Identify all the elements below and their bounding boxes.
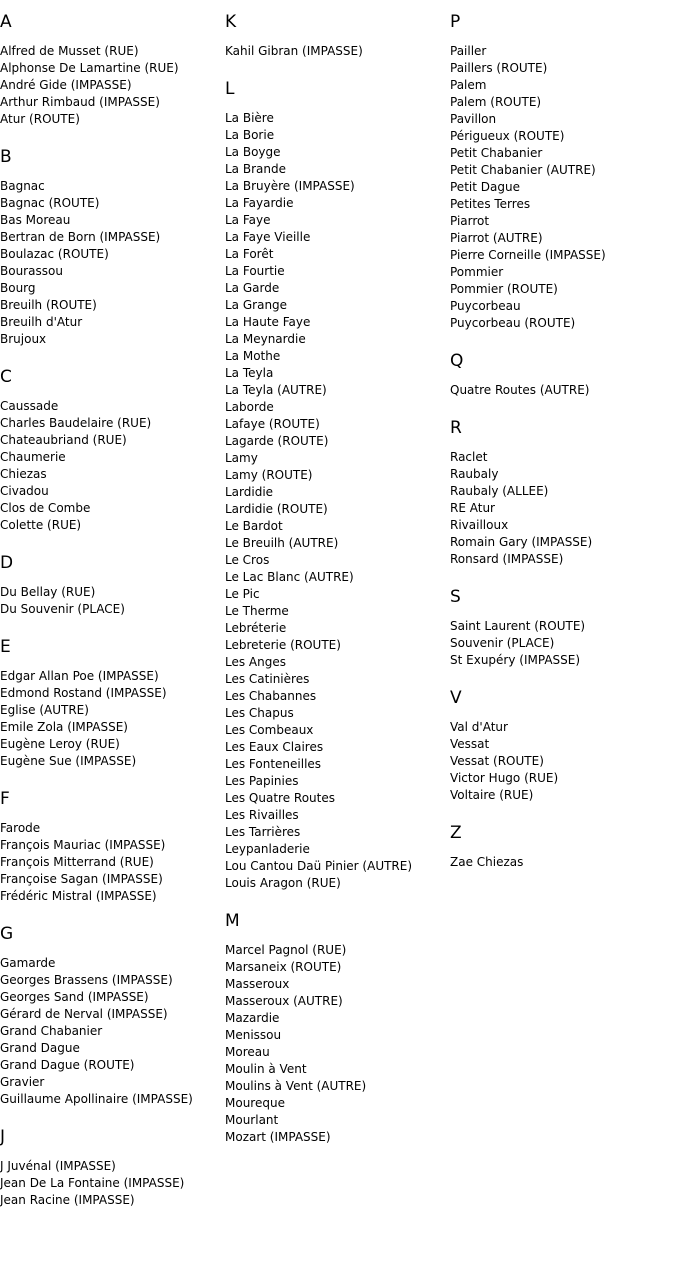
street-link[interactable]: Arthur Rimbaud (IMPASSE) — [0, 95, 160, 109]
street-link[interactable]: St Exupéry (IMPASSE) — [450, 653, 581, 667]
letter-group-d — [0, 553, 222, 618]
street-link[interactable]: La Bruyère (IMPASSE) — [225, 179, 355, 193]
letter-group-v — [450, 688, 672, 804]
letter-group-z — [450, 823, 672, 871]
street-list — [225, 942, 447, 1146]
letter-heading: F — [0, 789, 10, 809]
street-index-column — [0, 0, 222, 1228]
letter-group-f — [0, 789, 222, 905]
letter-group-q — [450, 351, 672, 399]
letter-group-b — [0, 147, 222, 348]
street-list — [0, 584, 222, 618]
street-link[interactable]: Laborde — [225, 400, 274, 414]
street-link[interactable]: Petit Chabanier (AUTRE) — [450, 163, 596, 177]
street-list — [450, 719, 672, 804]
street-link[interactable]: Le Lac Blanc (AUTRE) — [225, 570, 354, 584]
letter-heading: V — [450, 688, 462, 708]
street-link[interactable]: Bertran de Born (IMPASSE) — [0, 230, 161, 244]
street-link[interactable]: Ronsard (IMPASSE) — [450, 552, 564, 566]
street-link[interactable]: Chaumerie — [0, 450, 66, 464]
street-link[interactable]: Colette (RUE) — [0, 518, 82, 532]
street-link[interactable]: Palem — [450, 78, 487, 92]
street-link[interactable]: Le Bardot — [225, 519, 283, 533]
street-link[interactable]: La Teyla — [225, 366, 274, 380]
street-list — [0, 1158, 222, 1209]
letter-group-k — [225, 12, 447, 60]
street-link[interactable]: Chateaubriand (RUE) — [0, 433, 127, 447]
street-link[interactable]: Kahil Gibran (IMPASSE) — [225, 44, 363, 58]
street-list — [450, 854, 672, 871]
street-link[interactable]: Bagnac — [0, 179, 45, 193]
street-link[interactable]: Moulins à Vent (AUTRE) — [225, 1079, 367, 1093]
street-link[interactable]: La Forêt — [225, 247, 274, 261]
street-link[interactable]: Alphonse De Lamartine (RUE) — [0, 61, 179, 75]
street-link[interactable]: Piarrot (AUTRE) — [450, 231, 543, 245]
street-link[interactable]: Gérard de Nerval (IMPASSE) — [0, 1007, 168, 1021]
street-link[interactable]: Françoise Sagan (IMPASSE) — [0, 872, 163, 886]
street-link[interactable]: Lagarde (ROUTE) — [225, 434, 329, 448]
street-link[interactable]: François Mitterrand (RUE) — [0, 855, 154, 869]
street-link[interactable]: Alfred de Musset (RUE) — [0, 44, 139, 58]
letter-group-r — [450, 418, 672, 568]
street-link[interactable]: Pommier — [450, 265, 504, 279]
street-list — [225, 110, 447, 892]
street-link[interactable]: Bas Moreau — [0, 213, 71, 227]
street-list — [0, 398, 222, 534]
letter-heading: S — [450, 587, 461, 607]
street-index-column — [225, 0, 447, 1165]
street-link[interactable]: Edgar Allan Poe (IMPASSE) — [0, 669, 159, 683]
street-link[interactable]: Eglise (AUTRE) — [0, 703, 89, 717]
street-link[interactable]: Pailler — [450, 44, 487, 58]
street-link[interactable]: Menissou — [225, 1028, 282, 1042]
street-link[interactable]: Guillaume Apollinaire (IMPASSE) — [0, 1092, 193, 1106]
street-link[interactable]: Atur (ROUTE) — [0, 112, 80, 126]
street-link[interactable]: Rivailloux — [450, 518, 509, 532]
street-list — [0, 955, 222, 1108]
street-list — [450, 382, 672, 399]
street-link[interactable]: Voltaire (RUE) — [450, 788, 534, 802]
letter-group-l — [225, 79, 447, 892]
street-link[interactable]: Le Pic — [225, 587, 260, 601]
street-link[interactable]: Clos de Combe — [0, 501, 91, 515]
letter-heading: R — [450, 418, 462, 438]
street-link[interactable]: Lou Cantou Daü Pinier (AUTRE) — [225, 859, 413, 873]
street-link[interactable]: Lardidie — [225, 485, 274, 499]
street-link[interactable]: La Boyge — [225, 145, 281, 159]
street-list — [0, 178, 222, 348]
street-link[interactable]: La Faye — [225, 213, 271, 227]
letter-heading: G — [0, 924, 14, 944]
street-link[interactable]: Farode — [0, 821, 41, 835]
street-link[interactable]: La Bière — [225, 111, 274, 125]
street-link[interactable]: André Gide (IMPASSE) — [0, 78, 132, 92]
street-link[interactable]: Pierre Corneille (IMPASSE) — [450, 248, 606, 262]
street-link[interactable]: J Juvénal (IMPASSE) — [0, 1159, 116, 1173]
street-list — [450, 618, 672, 669]
street-link[interactable]: Le Therme — [225, 604, 289, 618]
letter-group-c — [0, 367, 222, 534]
letter-heading: J — [0, 1127, 6, 1147]
street-link[interactable]: Lardidie (ROUTE) — [225, 502, 328, 516]
street-link[interactable]: Mozart (IMPASSE) — [225, 1130, 331, 1144]
street-link[interactable]: Lamy — [225, 451, 258, 465]
letter-heading: C — [0, 367, 12, 387]
street-list — [450, 449, 672, 568]
letter-heading: E — [0, 637, 11, 657]
street-link[interactable]: Georges Sand (IMPASSE) — [0, 990, 149, 1004]
street-link[interactable]: Charles Baudelaire (RUE) — [0, 416, 152, 430]
letter-heading: K — [225, 12, 237, 32]
street-link[interactable]: Frédéric Mistral (IMPASSE) — [0, 889, 157, 903]
street-link[interactable]: Petit Dague — [450, 180, 520, 194]
street-link[interactable]: Grand Dague — [0, 1041, 80, 1055]
street-link[interactable]: Marsaneix (ROUTE) — [225, 960, 342, 974]
street-link[interactable]: La Brande — [225, 162, 286, 176]
street-link[interactable]: Caussade — [0, 399, 59, 413]
street-link[interactable]: Palem (ROUTE) — [450, 95, 542, 109]
street-link[interactable]: Le Cros — [225, 553, 270, 567]
street-link[interactable]: Jean Racine (IMPASSE) — [0, 1193, 135, 1207]
street-link[interactable]: Masseroux — [225, 977, 290, 991]
letter-group-e — [0, 637, 222, 770]
street-link[interactable]: Souvenir (PLACE) — [450, 636, 555, 650]
street-link[interactable]: RE Atur — [450, 501, 495, 515]
letter-group-m — [225, 911, 447, 1146]
street-list — [0, 820, 222, 905]
street-link[interactable]: Vessat — [450, 737, 490, 751]
street-link[interactable]: Moureque — [225, 1096, 285, 1110]
street-link[interactable]: Victor Hugo (RUE) — [450, 771, 559, 785]
street-link[interactable]: Moulin à Vent — [225, 1062, 307, 1076]
street-list — [450, 43, 672, 332]
street-link[interactable]: Les Combeaux — [225, 723, 314, 737]
street-link[interactable]: Marcel Pagnol (RUE) — [225, 943, 347, 957]
street-link[interactable]: Vessat (ROUTE) — [450, 754, 544, 768]
street-link[interactable]: Les Anges — [225, 655, 286, 669]
street-link[interactable]: Les Rivailles — [225, 808, 299, 822]
street-link[interactable]: Quatre Routes (AUTRE) — [450, 383, 590, 397]
street-link[interactable]: François Mauriac (IMPASSE) — [0, 838, 166, 852]
street-link[interactable]: Puycorbeau (ROUTE) — [450, 316, 576, 330]
street-link[interactable]: La Borie — [225, 128, 275, 142]
street-link[interactable]: Lebréterie — [225, 621, 287, 635]
street-link[interactable]: Bourassou — [0, 264, 63, 278]
street-link[interactable]: La Fayardie — [225, 196, 294, 210]
street-list — [0, 668, 222, 770]
street-link[interactable]: Les Fonteneilles — [225, 757, 322, 771]
street-link[interactable]: Lebreterie (ROUTE) — [225, 638, 341, 652]
street-link[interactable]: Masseroux (AUTRE) — [225, 994, 343, 1008]
street-link[interactable]: Brujoux — [0, 332, 47, 346]
street-link[interactable]: Petit Chabanier — [450, 146, 543, 160]
street-link[interactable]: La Teyla (AUTRE) — [225, 383, 327, 397]
street-link[interactable]: Les Eaux Claires — [225, 740, 324, 754]
street-link[interactable]: Lafaye (ROUTE) — [225, 417, 320, 431]
letter-group-s — [450, 587, 672, 669]
letter-heading: A — [0, 12, 12, 32]
street-link[interactable]: Les Catinières — [225, 672, 310, 686]
letter-group-a — [0, 12, 222, 128]
street-link[interactable]: Leypanladerie — [225, 842, 310, 856]
letter-heading: B — [0, 147, 12, 167]
street-link[interactable]: Les Quatre Routes — [225, 791, 335, 805]
street-link[interactable]: La Fourtie — [225, 264, 285, 278]
letter-group-p — [450, 12, 672, 332]
street-link[interactable]: Grand Chabanier — [0, 1024, 103, 1038]
street-link[interactable]: Lamy (ROUTE) — [225, 468, 313, 482]
street-link[interactable]: Gravier — [0, 1075, 45, 1089]
street-link[interactable]: Les Papinies — [225, 774, 299, 788]
street-index-column — [450, 0, 672, 890]
street-link[interactable]: Paillers (ROUTE) — [450, 61, 548, 75]
street-link[interactable]: Val d'Atur — [450, 720, 508, 734]
street-link[interactable]: Raubaly — [450, 467, 499, 481]
street-link[interactable]: La Meynardie — [225, 332, 306, 346]
street-link[interactable]: Breuilh (ROUTE) — [0, 298, 97, 312]
street-list — [225, 43, 447, 60]
street-link[interactable]: Pommier (ROUTE) — [450, 282, 558, 296]
street-link[interactable]: Le Breuilh (AUTRE) — [225, 536, 339, 550]
street-link[interactable]: Emile Zola (IMPASSE) — [0, 720, 128, 734]
street-link[interactable]: Du Souvenir (PLACE) — [0, 602, 125, 616]
street-link[interactable]: Edmond Rostand (IMPASSE) — [0, 686, 167, 700]
street-link[interactable]: Civadou — [0, 484, 49, 498]
street-link[interactable]: La Garde — [225, 281, 280, 295]
letter-heading: Z — [450, 823, 462, 843]
street-link[interactable]: Breuilh d'Atur — [0, 315, 83, 329]
street-link[interactable]: La Mothe — [225, 349, 281, 363]
street-link[interactable]: Mazardie — [225, 1011, 280, 1025]
street-link[interactable]: Gamarde — [0, 956, 56, 970]
street-link[interactable]: Eugène Leroy (RUE) — [0, 737, 120, 751]
street-link[interactable]: La Haute Faye — [225, 315, 311, 329]
letter-group-j — [0, 1127, 222, 1209]
street-list — [0, 43, 222, 128]
street-link[interactable]: Les Chapus — [225, 706, 294, 720]
street-link[interactable]: Zae Chiezas — [450, 855, 524, 869]
street-link[interactable]: Piarrot — [450, 214, 490, 228]
street-link[interactable]: La Grange — [225, 298, 288, 312]
street-link[interactable]: Raclet — [450, 450, 488, 464]
street-link[interactable]: Puycorbeau — [450, 299, 521, 313]
street-link[interactable]: Moreau — [225, 1045, 270, 1059]
street-link[interactable]: Petites Terres — [450, 197, 531, 211]
letter-heading: P — [450, 12, 461, 32]
street-link[interactable]: Pavillon — [450, 112, 497, 126]
street-link[interactable]: Louis Aragon (RUE) — [225, 876, 341, 890]
street-link[interactable]: Bagnac (ROUTE) — [0, 196, 100, 210]
street-link[interactable]: Périgueux (ROUTE) — [450, 129, 565, 143]
letter-heading: M — [225, 911, 240, 931]
letter-heading: Q — [450, 351, 464, 371]
street-link[interactable]: La Faye Vieille — [225, 230, 311, 244]
street-link[interactable]: Boulazac (ROUTE) — [0, 247, 109, 261]
street-link[interactable]: Bourg — [0, 281, 36, 295]
street-link[interactable]: Grand Dague (ROUTE) — [0, 1058, 135, 1072]
street-link[interactable]: Jean De La Fontaine (IMPASSE) — [0, 1176, 185, 1190]
street-link[interactable]: Eugène Sue (IMPASSE) — [0, 754, 137, 768]
street-link[interactable]: Saint Laurent (ROUTE) — [450, 619, 586, 633]
street-link[interactable]: Les Tarrières — [225, 825, 301, 839]
letter-group-g — [0, 924, 222, 1108]
letter-heading: L — [225, 79, 235, 99]
street-link[interactable]: Mourlant — [225, 1113, 279, 1127]
street-link[interactable]: Du Bellay (RUE) — [0, 585, 96, 599]
street-link[interactable]: Chiezas — [0, 467, 47, 481]
letter-heading: D — [0, 553, 14, 573]
street-link[interactable]: Raubaly (ALLEE) — [450, 484, 549, 498]
street-link[interactable]: Romain Gary (IMPASSE) — [450, 535, 593, 549]
street-link[interactable]: Les Chabannes — [225, 689, 317, 703]
street-link[interactable]: Georges Brassens (IMPASSE) — [0, 973, 173, 987]
